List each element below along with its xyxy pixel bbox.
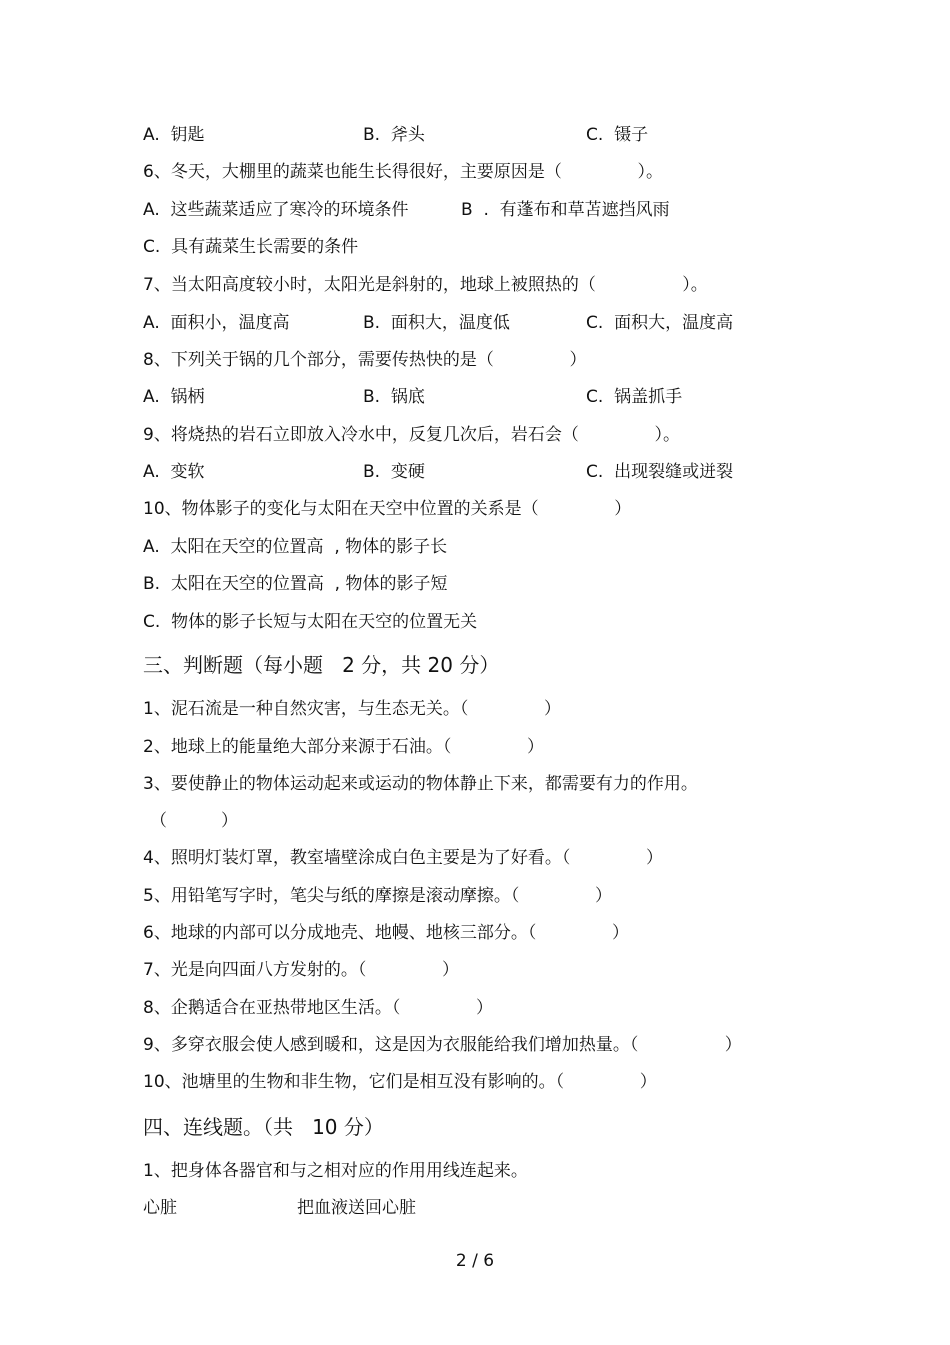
q6-option-c: C. 具有蔬菜生长需要的条件 [143, 237, 359, 257]
judge-item-9: 9、多穿衣服会使人感到暖和，这是因为衣服能给我们增加热量。（ ） [143, 1035, 742, 1055]
q10-option-a: A. 太阳在天空的位置高 , 物体的影子长 [143, 537, 448, 557]
q9-option-c: C. 出现裂缝或迸裂 [586, 462, 734, 482]
q9-stem: 9、将烧热的岩石立即放入冷水中，反复几次后，岩石会（ ）。 [143, 425, 680, 445]
q10-option-b: B. 太阳在天空的位置高 , 物体的影子短 [143, 574, 448, 594]
section3-title: 三、判断题（每小题 2 分，共 20 分） [143, 653, 500, 677]
q7-stem: 7、当太阳高度较小时，太阳光是斜射的，地球上被照热的（ ）。 [143, 275, 708, 295]
q5-option-a: A. 钥匙 [143, 125, 205, 145]
q5-option-c: C. 镊子 [586, 125, 649, 145]
judge-item-4: 4、照明灯装灯罩，教室墙壁涂成白色主要是为了好看。（ ） [143, 848, 663, 868]
judge-item-3-bracket: （ ） [150, 811, 239, 831]
judge-item-8: 8、企鹅适合在亚热带地区生活。（ ） [143, 998, 493, 1018]
q9-option-b: B. 变硬 [363, 462, 425, 482]
q6-option-a: A. 这些蔬菜适应了寒冷的环境条件 [143, 200, 409, 220]
q5-option-b: B. 斧头 [363, 125, 425, 145]
match-question-1: 1、把身体各器官和与之相对应的作用用线连起来。 [143, 1161, 528, 1181]
q8-stem: 8、下列关于锅的几个部分，需要传热快的是（ ） [143, 350, 587, 370]
q6-stem: 6、冬天，大棚里的蔬菜也能生长得很好，主要原因是（ ）。 [143, 162, 663, 182]
q10-option-c: C. 物体的影子长短与太阳在天空的位置无关 [143, 612, 478, 632]
judge-item-7: 7、光是向四面八方发射的。（ ） [143, 960, 459, 980]
judge-item-1: 1、泥石流是一种自然灾害，与生态无关。（ ） [143, 699, 561, 719]
q7-option-c: C. 面积大，温度高 [586, 313, 734, 333]
q6-option-b: B . 有蓬布和草苫遮挡风雨 [461, 200, 670, 220]
judge-item-10: 10、池塘里的生物和非生物，它们是相互没有影响的。（ ） [143, 1072, 657, 1092]
q7-option-b: B. 面积大，温度低 [363, 313, 510, 333]
q10-stem: 10、物体影子的变化与太阳在天空中位置的关系是（ ） [143, 499, 632, 519]
judge-item-5: 5、用铅笔写字时，笔尖与纸的摩擦是滚动摩擦。（ ） [143, 886, 612, 906]
page-number: 2 / 6 [455, 1251, 495, 1271]
match-right-item: 把血液送回心脏 [297, 1198, 416, 1218]
q7-option-a: A. 面积小，温度高 [143, 313, 290, 333]
q8-option-a: A. 锅柄 [143, 387, 205, 407]
judge-item-6: 6、地球的内部可以分成地壳、地幔、地核三部分。（ ） [143, 923, 629, 943]
q8-option-b: B. 锅底 [363, 387, 425, 407]
section4-title: 四、连线题。（共 10 分） [143, 1115, 384, 1139]
match-left-item: 心脏 [143, 1198, 177, 1218]
judge-item-3: 3、要使静止的物体运动起来或运动的物体静止下来，都需要有力的作用。 [143, 774, 698, 794]
judge-item-2: 2、地球上的能量绝大部分来源于石油。（ ） [143, 737, 544, 757]
q8-option-c: C. 锅盖抓手 [586, 387, 683, 407]
q9-option-a: A. 变软 [143, 462, 205, 482]
